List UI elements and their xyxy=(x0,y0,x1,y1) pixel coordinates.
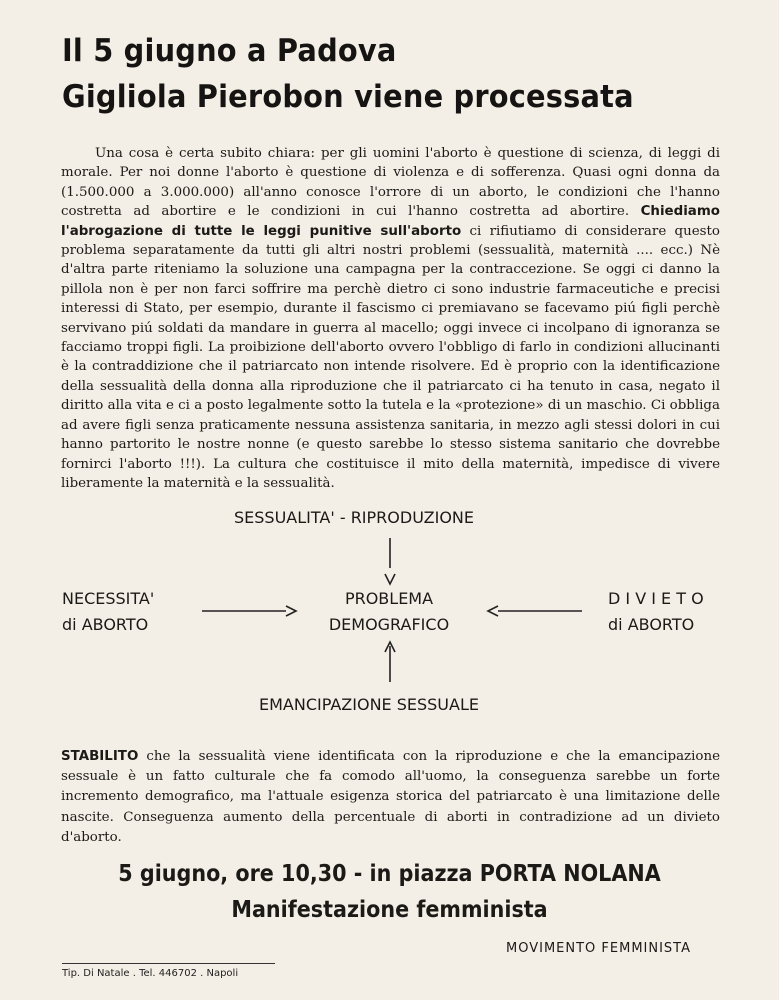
footer-divider xyxy=(62,963,275,964)
body-emphasis: Chiediamo l'abrogazione di tutte le leggi punitive sull'aborto xyxy=(61,204,720,239)
arrow-down-icon xyxy=(382,538,398,586)
printer-credit: Tip. Di Natale . Tel. 446702 . Napoli xyxy=(62,968,239,979)
conclusion-lead: STABILITO xyxy=(61,749,139,764)
diagram-top-label: SESSUALITA' - RIPRODUZIONE xyxy=(234,508,474,527)
arrow-right-icon xyxy=(200,603,300,619)
event-announcement xyxy=(0,856,779,928)
conclusion-text: che la sessualità viene identificata con la riproduzione e che la emancipazione sessuale è un fatto culturale che fa comodo all'uomo, la conseguenza sarebbe un forte incremento demografico, ma l'attuale esigenza storica del patriarcato è una limitazione delle nascite. Conseguenza aumento della percentuale di aborti in contradizione ad un divieto d'aborto. xyxy=(61,749,720,845)
diagram-center-line-2: DEMOGRAFICO xyxy=(328,615,450,634)
event-line-2: Manifestazione femminista xyxy=(231,897,548,923)
diagram-right-label xyxy=(608,586,704,638)
body-text-part-1: Una cosa è certa subito chiara: per gli uomini l'aborto è questione di scienza, di leggi di morale. Per noi donne l'aborto è questione di violenza e di sofferenza. Quasi ogni donna da (1.500.000 a 3.000.000) all'anno conosce l'orrore di un aborto, le condizioni che l'hanno costretta ad abortire e le condizioni in cui l'hanno costretta ad abortire. xyxy=(61,146,720,220)
body-text-part-2: ci rifiutiamo di considerare questo problema separatamente da tutti gli altri nostri problemi (sessualità, maternità .... ecc.) Nè d'altra parte riteniamo la soluzione una campagna per la contraccezione. Se oggi ci danno la pillola non è per non farci soffrire ma perchè dietro ci sono industrie farmaceutiche e precisi interessi di Stato, per esempio, durante il fascismo ci premiavano se facevamo piú figli perchè servivano piú soldati da mandare in guerra al macello; oggi invece ci incolpano di ignoranza se facciamo troppi figli. La proibizione dell'aborto ovvero l'obbligo di farlo in condizioni allucinanti è la contraddizione che il patriarcato non intende risolvere. Ed è proprio con la identificazione della sessualità della donna alla riproduzione che il patriarcato ci ha tenuto in casa, negato il diritto alla vita e ci a posto legalmente sotto la tutela e la «protezione» di un maschio. Ci obbliga ad avere figli senza praticamente nessuna assistenza sanitaria, in mezzo agli stessi dolori in cui hanno partorito le nostre nonne (e questo sarebbe lo stesso sistema sanitario che dovrebbe fornirci l'aborto !!!). La cultura che costituisce il mito della maternità, impedisce di vivere liberamente la maternità e la sessualità. xyxy=(61,223,720,491)
diagram-left-label xyxy=(62,586,154,638)
diagram-right-line-2: di ABORTO xyxy=(608,615,695,634)
arrow-up-icon xyxy=(382,640,398,684)
event-line-1: 5 giugno, ore 10,30 - in piazza PORTA NOLANA xyxy=(118,861,661,887)
conclusion-paragraph xyxy=(61,747,720,848)
diagram-bottom-label: EMANCIPAZIONE SESSUALE xyxy=(259,695,479,714)
arrow-left-icon xyxy=(484,603,584,619)
diagram-right-line-1: D I V I E T O xyxy=(608,589,704,608)
headline-line-2: Gigliola Pierobon viene processata xyxy=(62,79,634,115)
diagram xyxy=(0,500,779,730)
body-paragraph xyxy=(61,144,720,493)
diagram-center-line-1: PROBLEMA xyxy=(344,589,434,608)
diagram-center-label xyxy=(300,586,478,638)
headline xyxy=(62,28,634,120)
diagram-left-line-2: di ABORTO xyxy=(62,615,149,634)
diagram-left-line-1: NECESSITA' xyxy=(62,589,155,608)
headline-line-1: Il 5 giugno a Padova xyxy=(62,33,397,69)
signature: MOVIMENTO FEMMINISTA xyxy=(506,941,692,956)
